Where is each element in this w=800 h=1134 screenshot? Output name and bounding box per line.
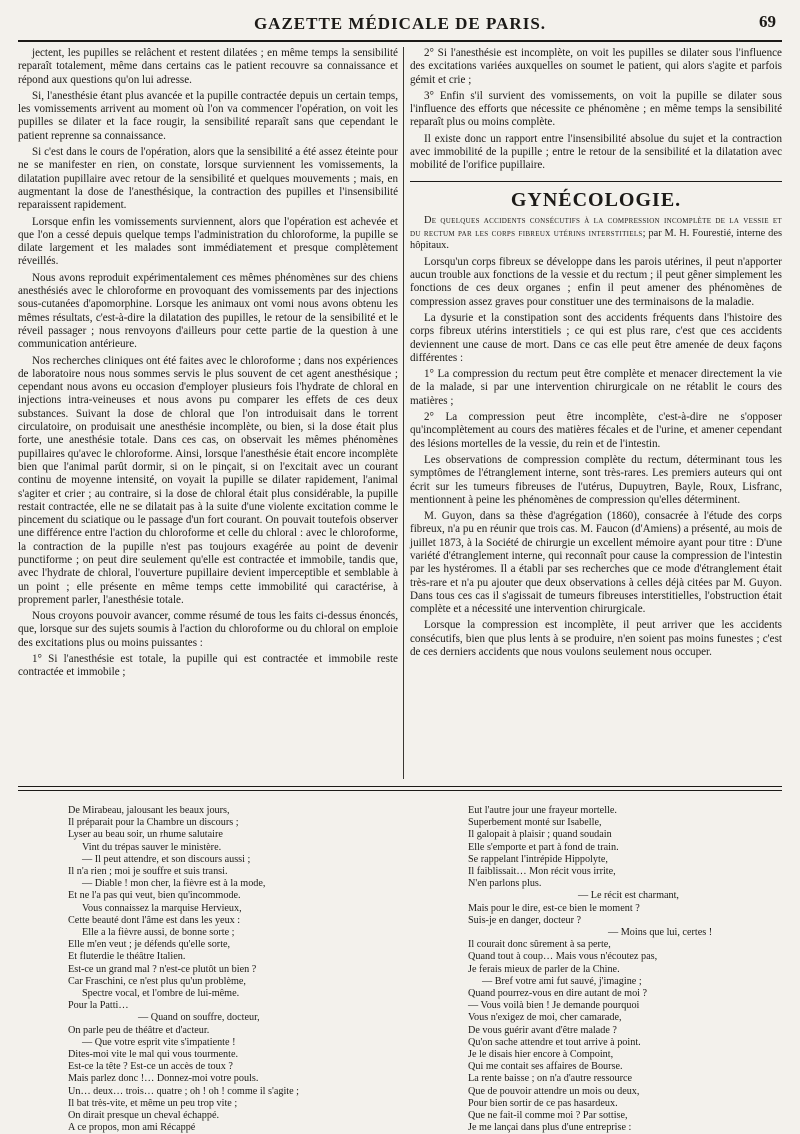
poem-line: Je le disais hier encore à Compoint, bbox=[468, 1049, 614, 1061]
poem-left-column bbox=[68, 805, 398, 1134]
paragraph: Il existe donc un rapport entre l'insensibilité absolue du sujet et la contraction avec immobilité de la pupille ; entre le retour de la sensibilité et la dilatation avec mobilité de l'orifice pupillaire. bbox=[410, 132, 782, 172]
paragraph: Si, l'anesthésie étant plus avancée et la pupille contractée depuis un certain temps, les vomissements arrivent au moment où l'on va commencer l'opération, on voit les pupilles se dilater et la face rougir, la sensibilité reparaît sans que cependant le patient reprenne sa connaissance. bbox=[18, 89, 398, 142]
poem-line: Pour bien sortir de ce pas hasardeux. bbox=[468, 1097, 618, 1109]
poem-line: Car Fraschini, ce n'est plus qu'un problème, bbox=[68, 975, 246, 987]
poem-line: Il faiblissait… Mon récit vous irrite, bbox=[468, 866, 616, 878]
paragraph: Nous avons reproduit expérimentalement ces mêmes phénomènes sur des chiens anesthésiés avec le chloroforme en provoquant des vomissements par des injections sous-cutanées d'apomorphine. Lorsque les animaux ont vomi nous avons obtenu les mêmes résultats, c'est-à-dire la dilatation des pupilles, le retour de la sensibilité et le réveil passager ; nous renvoyons d'ailleurs pour cette partie de la question à une communication antérieure. bbox=[18, 271, 398, 351]
poem-line: Il préparait pour la Chambre un discours ; bbox=[68, 817, 239, 829]
poem-line: Mais parlez donc !… Donnez-moi votre pouls. bbox=[68, 1073, 259, 1085]
paragraph: Lorsque enfin les vomissements surviennent, alors que l'opération est achevée et que l'on a cessé depuis quelque temps l'administration du chloroforme, la pupille se dilate largement et les malades sont immédiatement et presque complètement réveillés. bbox=[18, 215, 398, 268]
poem-line: Eut l'autre jour une frayeur mortelle. bbox=[468, 805, 617, 816]
poem-line: Et fluterdie le théâtre Italien. bbox=[68, 951, 186, 963]
paragraph: Si c'est dans le cours de l'opération, alors que la sensibilité a été assez éteinte pour ne se manifester en rien, on constate, lorsque surviennent les vomissements, la dilatation pupillaire avec retour de la sensibilité et quelques mouvements ; mais, en augmentant la dose de l'anesthésique, la contraction des pupilles et l'insensibilité reparaissent rapidement. bbox=[18, 146, 398, 212]
right-column-top bbox=[410, 47, 782, 173]
poem-line: Dites-moi vite le mal qui vous tourmente. bbox=[68, 1049, 239, 1061]
poem-line: Elle m'en veut ; je défends qu'elle sorte, bbox=[68, 939, 231, 951]
article-heading bbox=[410, 215, 782, 253]
paragraph: 3° Enfin s'il survient des vomissements, on voit la pupille se dilater sous l'influence des efforts que nécessite ce phénomène ; en même temps la sensibilité reparaît plus ou moins complète. bbox=[410, 89, 782, 129]
paragraph: Nos recherches cliniques ont été faites avec le chloroforme ; dans nos expériences de laboratoire nous nous sommes servis le plus souvent de cet agent anesthésique ; cependant nous avons eu occasion d'employer plusieurs fois l'hydrate de chloral en injections intra-veineuses et nous avons pu comparer les effets de ces deux substances. Suivant la dose de chloral que l'on introduisait dans le torrent circulatoire, on produisait une anesthésie incomplète, ou bien, si la dose était plus forte, une anesthésie totale. Dans ces cas, on observait les mêmes phénomènes pupillaires qu'avec le chloroforme. Ainsi, lorsque l'anesthésie était encore incomplète bien que l'animal parût dormir, si on le pinçait, si on l'excitait avec un courant continu de moyenne intensité, on voyait la pupille se dilater rapidement, l'animal s'agiter et crier ; au contraire, si la dose de chloral était plus considérable, la pupille restait contractée, elle ne se dilatait pas à la suite d'une violente excitation comme le pincement du sciatique ou le passage d'un fort courant. On pouvait toutefois observer une différence entre l'action du chloroforme et celle du chloral : avec le chloroforme, la contraction de la pupille n'est pas toujours exagérée au point de devenir punctiforme ; on peut dire seulement qu'elle est contractée et immobile, tandis que, avec l'hydrate de chloral, l'ouverture pupillaire devient imperceptible et semblable à un point ; elle présente en même temps cette immobilité qui caractérise, à proprement parler, l'anesthésie totale. bbox=[18, 354, 398, 606]
poem-line: Qu'on sache attendre et tout arrive à point. bbox=[468, 1036, 641, 1048]
paragraph: La dysurie et la constipation sont des accidents fréquents dans l'histoire des corps fibreux utérins interstitiels ; ce qui est plus rare, c'est que ces accidents deviennent une cause de mort. Dans ce cas elle peut être amenée de deux façons différentes : bbox=[410, 311, 782, 364]
poem-line: — Moins que lui, certes ! bbox=[608, 927, 713, 939]
poem-line: On dirait presque un cheval échappé. bbox=[68, 1110, 220, 1122]
poem-line: A ce propos, mon ami Récappé bbox=[68, 1122, 196, 1134]
paragraph: 1° La compression du rectum peut être complète et menacer directement la vie de la malade, si par une intervention chirurgicale on ne rétablit le cours des matières ; bbox=[410, 368, 782, 407]
paragraph: jectent, les pupilles se relâchent et restent dilatées ; en même temps la sensibilité reparaît totalement, même dans certains cas le patient recouvre sa connaissance et répond aux questions qu'on lui adresse. bbox=[18, 47, 398, 86]
poem-line: Vous connaissez la marquise Hervieux, bbox=[82, 902, 242, 914]
poem-line: Elle a la fièvre aussi, de bonne sorte ; bbox=[82, 927, 235, 939]
poem-line: Quand tout à coup… Mais vous n'écoutez pas, bbox=[468, 951, 658, 963]
paragraph: 1° Si l'anesthésie est totale, la pupille qui est contractée et immobile reste contractée et immobile ; bbox=[18, 653, 398, 679]
poem-line: Je ferais mieux de parler de la Chine. bbox=[468, 963, 620, 975]
journal-title: GAZETTE MÉDICALE DE PARIS. bbox=[253, 14, 547, 33]
section-rule bbox=[410, 181, 782, 182]
poem-right-column bbox=[468, 805, 768, 1134]
poem-line: Il n'a rien ; moi je souffre et suis transi. bbox=[68, 866, 228, 878]
section-title: GYNÉCOLOGIE. bbox=[510, 188, 682, 211]
poem-line: Se rappelant l'intrépide Hippolyte, bbox=[468, 853, 608, 865]
poem-line: Que ne fait-il comme moi ? Par sottise, bbox=[468, 1110, 628, 1122]
poem-line: Qui me contait ses affaires de Bourse. bbox=[468, 1061, 623, 1073]
poem-line: Suis-je en danger, docteur ? bbox=[468, 914, 582, 926]
paragraph: Les observations de compression complète du rectum, déterminant tous les symptômes de l'étranglement interne, sont très-rares. Les premiers auteurs qui ont écrit sur les tumeurs fibreuses de l'utérus, Dupuytren, Bayle, Roux, Lisfranc, mentionnent à peine les phénomènes de compression qu'elles déterminent. bbox=[410, 453, 782, 506]
article-author: ; par M. H. Fourestié, interne des hôpitaux. bbox=[410, 227, 783, 252]
paragraph: 2° Si l'anesthésie est incomplète, on voit les pupilles se dilater sous l'influence des excitations variées auxquelles on soumet le patient, qui alors s'agite et parfois gémit et crie ; bbox=[410, 47, 782, 86]
poem-line: Est-ce un grand mal ? n'est-ce plutôt un bien ? bbox=[68, 963, 257, 975]
left-column bbox=[18, 47, 398, 779]
poem-line: — Bref votre ami fut sauvé, j'imagine ; bbox=[482, 975, 642, 987]
poem-line: — Il peut attendre, et son discours aussi ; bbox=[82, 853, 251, 865]
poem-line: N'en parlons plus. bbox=[468, 878, 542, 890]
poem-line: — Diable ! mon cher, la fièvre est à la mode, bbox=[82, 878, 266, 890]
right-column-body bbox=[410, 256, 782, 660]
poem-line: Pour la Patti… bbox=[68, 1000, 129, 1012]
page-header bbox=[18, 0, 782, 42]
paragraph: Lorsqu'un corps fibreux se développe dans les parois utérines, il peut n'apporter aucun trouble aux fonctions de la vessie et du rectum ; il peut gêner simplement les fonctions de ces deux organes ; enfin il peut amener des phénomènes de compression assez graves pour constituer une des terminaisons de la maladie. bbox=[410, 255, 782, 308]
paragraph: M. Guyon, dans sa thèse d'agrégation (1860), consacrée à l'étude des corps fibreux, n'a pu en réunir que trois cas. M. Faucon (d'Amiens) a présenté, au mois de juillet 1873, à la Société de chirurgie un excellent mémoire ayant pour titre : D'une variété d'étranglement interne, qui reconnaît pour cause la compression de l'intestin par les hystéromes. Il a établi par ses recherches que ce mode d'étranglement était très-rare et n'a pu ajouter que deux observations à celles déjà citées par M. Guyon. Dans tous ces cas il s'agissait de tumeurs fibreuses interstitielles, l'obstruction était complète et a nécessité une intervention chirurgicale. bbox=[410, 510, 782, 616]
poem-line: — Quand on souffre, docteur, bbox=[138, 1012, 260, 1024]
poem-line: Vint du trépas sauver le ministère. bbox=[82, 841, 222, 853]
poem-line: — Le récit est charmant, bbox=[578, 890, 679, 902]
poem-line: Spectre vocal, et l'ombre de lui-même. bbox=[82, 988, 240, 1000]
poem-line: Mais pour le dire, est-ce bien le moment ? bbox=[468, 902, 640, 914]
poem-line: Vous n'exigez de moi, cher camarade, bbox=[468, 1012, 622, 1024]
poem-line: Lyser au beau soir, un rhume salutaire bbox=[68, 829, 223, 841]
poem-line: Que de pouvoir attendre un mois ou deux, bbox=[468, 1085, 640, 1097]
poem-line: Est-ce la tête ? Est-ce un accès de toux ? bbox=[68, 1061, 233, 1073]
poem-line: Cette beauté dont l'âme est dans les yeux : bbox=[68, 914, 241, 926]
poem-line: De Mirabeau, jalousant les beaux jours, bbox=[68, 805, 230, 816]
poem-line: On parle peu de théâtre et d'acteur. bbox=[68, 1024, 210, 1036]
poem-line: La rente baisse ; on n'a d'autre ressource bbox=[468, 1073, 633, 1085]
poem-line: Il bat très-vite, et même un peu trop vite ; bbox=[68, 1097, 238, 1109]
poem-line: Il courait donc sûrement à sa perte, bbox=[468, 939, 611, 951]
poem-line: — Que votre esprit vite s'impatiente ! bbox=[82, 1036, 236, 1048]
poem-line: Et ne l'a pas qui veut, bien qu'incommode. bbox=[68, 890, 241, 902]
paragraph: Nous croyons pouvoir avancer, comme résumé de tous les faits ci-dessus énoncés, que, lorsque sur des sujets soumis à l'action du chloroforme ou du chloral on emploie des excitations plus ou moins puissantes : bbox=[18, 610, 398, 649]
article-title: De quelques accidents consécutifs à la compression incomplète de la vessie et du rectum par les corps fibreux utérins interstitiels bbox=[410, 214, 782, 239]
poem-line: Elle s'emporte et part à fond de train. bbox=[468, 841, 619, 853]
poem-line: Quand pourrez-vous en dire autant de moi ? bbox=[468, 988, 648, 1000]
poem-line: Il galopait à plaisir ; quand soudain bbox=[468, 829, 612, 841]
poem-line: Un… deux… trois… quatre ; oh ! oh ! comme il s'agite ; bbox=[68, 1085, 300, 1097]
column-divider bbox=[403, 47, 404, 779]
paragraph: 2° La compression peut être incomplète, c'est-à-dire ne s'opposer qu'incomplètement au cours des matières fécales et de l'urine, et amener cependant des lésions mortelles de la vessie, du rein et de l'intestin. bbox=[410, 411, 782, 450]
poem-line: — Vous voilà bien ! Je demande pourquoi bbox=[468, 1000, 640, 1012]
poem-line: Superbement monté sur Isabelle, bbox=[468, 817, 602, 829]
right-column bbox=[410, 47, 782, 779]
feuilleton-rule bbox=[18, 786, 782, 791]
poem-line: Je me lançai dans plus d'une entreprise : bbox=[468, 1122, 632, 1134]
paragraph: Lorsque la compression est incomplète, il peut arriver que les accidents consécutifs, bien que plus lents à se produire, n'en soient pas moins funestes ; c'est de ces derniers accidents que nous voulons seulement nous occuper. bbox=[410, 619, 782, 659]
poem-line: De vous guérir avant d'être malade ? bbox=[468, 1024, 617, 1036]
page-number: 69 bbox=[759, 12, 776, 31]
